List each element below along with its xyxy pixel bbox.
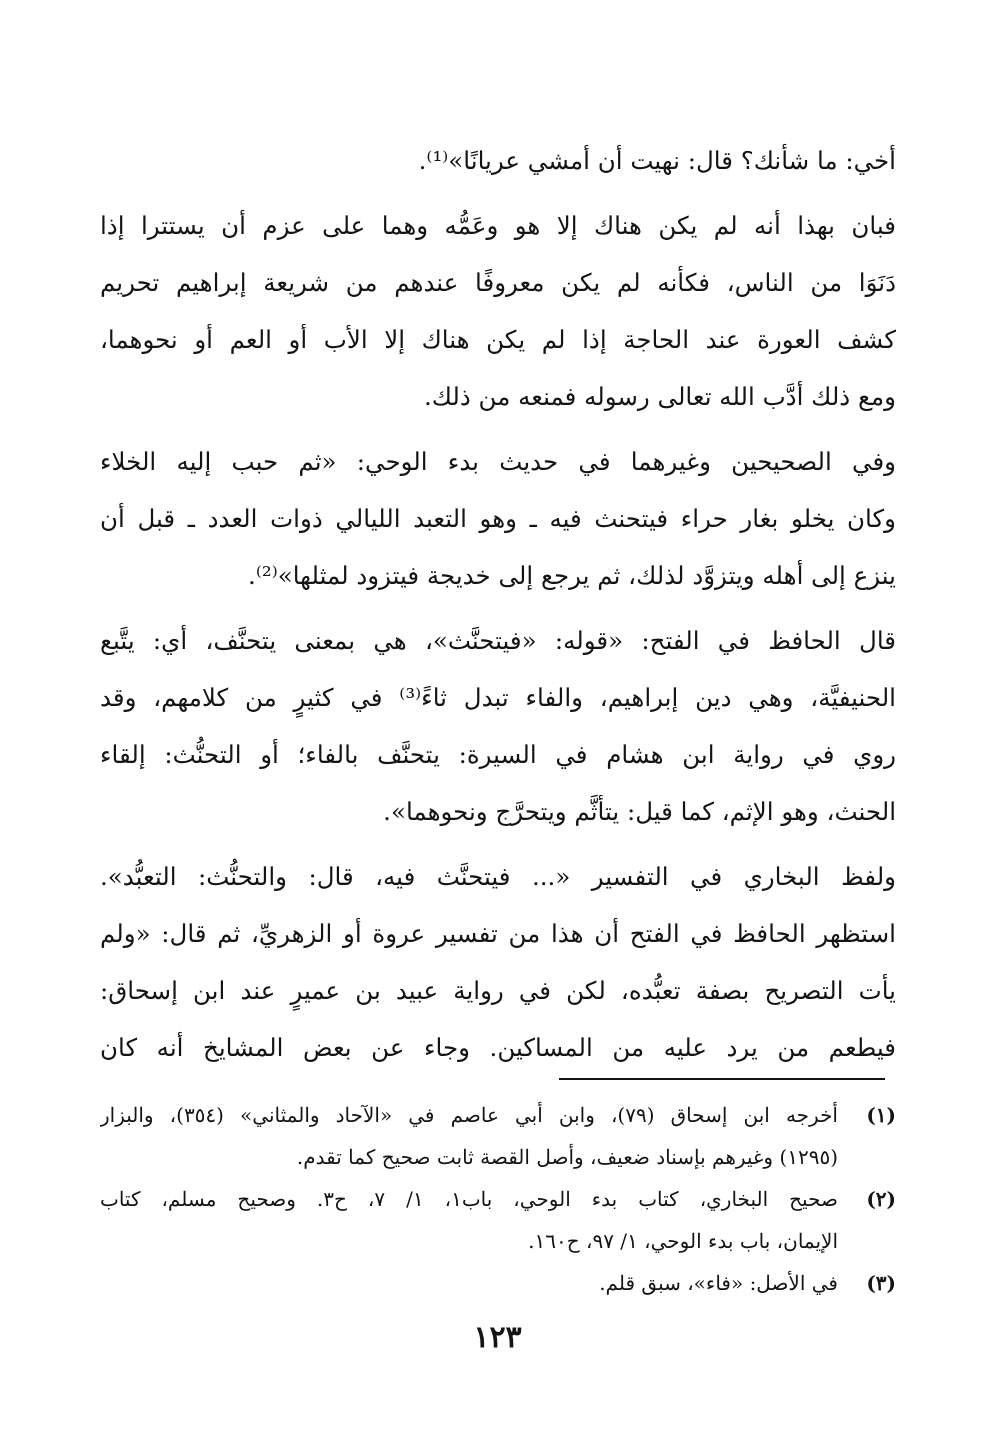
footnote-line: الإيمان، باب بدء الوحي، ١/ ٩٧، ح١٦٠. [528,1229,838,1253]
footnotes [100,1094,896,1304]
footnote-1 [100,1094,896,1178]
text-line: فبان بهذا أنه لم يكن هناك إلا هو وعَمُّه وهما على عزم أن يستترا إذا [100,211,896,240]
text-line: الحنث، وهو الإثم، كما قيل: يتأثَّم ويتحرَّج ونحوهما». [383,797,896,826]
text-line: وفي الصحيحين وغيرهما في حديث بدء الوحي: «ثم حبب إليه الخلاء [100,447,896,476]
paragraph-4 [100,612,896,840]
footnote-line: في الأصل: «فاء»، سبق قلم. [599,1271,838,1295]
paragraph-3 [100,433,896,604]
text-line: كشف العورة عند الحاجة إذا لم يكن هناك إلا الأب أو العم أو نحوهما، [100,325,896,354]
text-line: وكان يخلو بغار حراء فيتحنث فيه ـ وهو التعبد الليالي ذوات العدد ـ قبل أن [100,504,896,533]
text-line: روي في رواية ابن هشام في السيرة: يتحنَّف بالفاء؛ أو التحنُّث: إلقاء [100,740,896,769]
paragraph-1 [100,132,896,189]
footnote-number: (١) [866,1103,896,1127]
footnote-number: (٣) [866,1271,896,1295]
footnote-line: (١٢٩٥) وغيرهم بإسناد ضعيف، وأصل القصة ثابت صحيح كما تقدم. [296,1145,838,1169]
footnote-3 [100,1262,896,1304]
text-line: فيطعم من يرد عليه من المساكين. وجاء عن بعض المشايخ أنه كان [100,1033,896,1062]
text-line: ينزع إلى أهله ويتزوَّد لذلك، ثم يرجع إلى خديجة فيتزود لمثلها»⁽²⁾. [248,561,896,590]
text-line: أخي: ما شأنك؟ قال: نهيت أن أمشي عريانًا»⁽¹⁾. [418,146,896,175]
paragraph-5 [100,848,896,1076]
text-line: الحنيفيَّة، وهي دين إبراهيم، والفاء تبدل ثاءً⁽³⁾ في كثيرٍ من كلامهم، وقد [100,683,896,712]
main-text [100,132,896,1076]
text-line: ومع ذلك أدَّب الله تعالى رسوله فمنعه من ذلك. [423,382,896,411]
text-line: ولفظ البخاري في التفسير «... فيتحنَّث فيه، قال: والتحنُّث: التعبُّد». [100,862,896,891]
footnote-line: أخرجه ابن إسحاق (٧٩)، وابن أبي عاصم في «الآحاد والمثاني» (٣٥٤)، والبزار [100,1103,838,1127]
footnote-number: (٢) [866,1187,896,1211]
text-line: استظهر الحافظ في الفتح أن هذا من تفسير عروة أو الزهريِّ، ثم قال: «ولم [100,919,896,948]
footnote-2 [100,1178,896,1262]
paragraph-2 [100,197,896,425]
text-line: دَنَوَا من الناس، فكأنه لم يكن معروفًا عندهم من شريعة إبراهيم تحريم [100,268,896,297]
footnote-line: صحيح البخاري، كتاب بدء الوحي، باب١، ١/ ٧، ح٣. وصحيح مسلم، كتاب [100,1187,838,1211]
text-line: قال الحافظ في الفتح: «قوله: «فيتحنَّث»، هي بمعنى يتحنَّف، أي: يتَّبع [100,626,896,655]
text-line: يأت التصريح بصفة تعبُّده، لكن في رواية عبيد بن عميرٍ عند ابن إسحاق: [100,976,896,1005]
page-number: ١٢٣ [473,1320,522,1355]
footnote-separator [559,1078,885,1080]
